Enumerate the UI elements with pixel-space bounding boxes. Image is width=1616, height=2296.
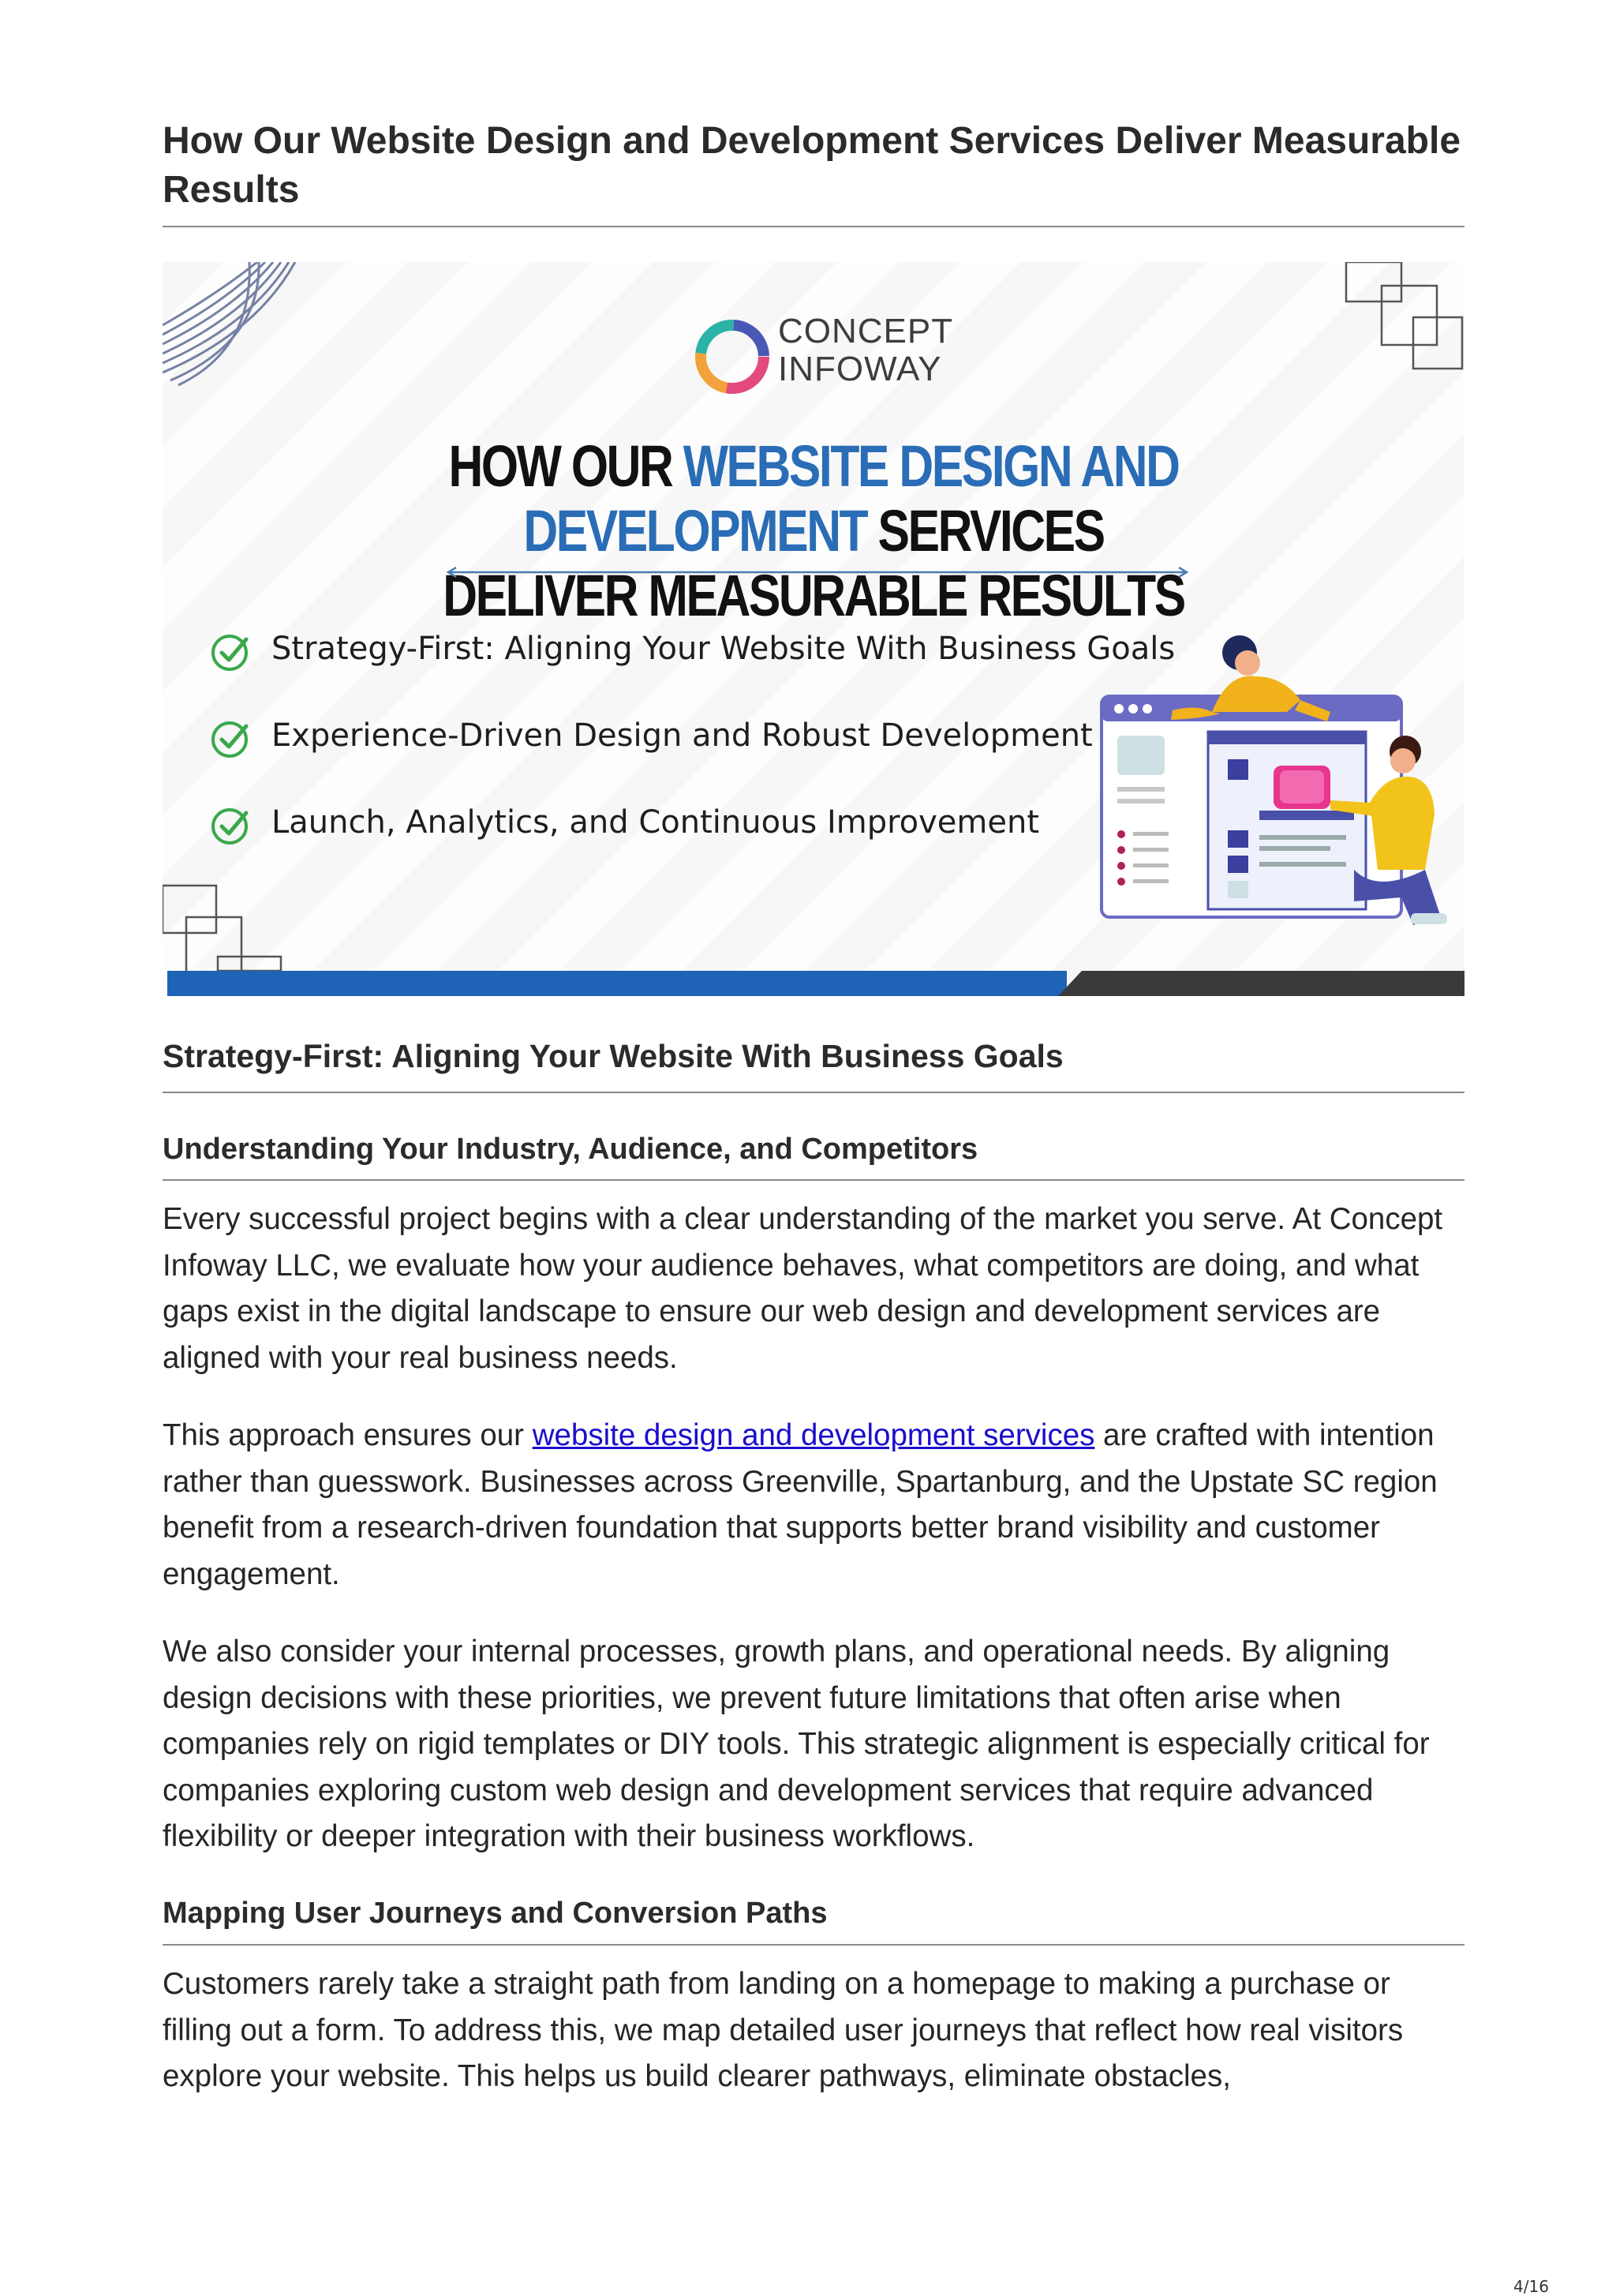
paragraph [163, 1413, 1464, 1597]
hero-banner [163, 262, 1464, 996]
banner-point [210, 800, 1175, 887]
page-number: 4/16 [1513, 2277, 1549, 2296]
banner-stripe-dark [1058, 971, 1464, 996]
double-arrow-icon [447, 567, 1188, 578]
banner-point-text: Launch, Analytics, and Continuous Improvement [271, 804, 1040, 841]
banner-points-list [210, 627, 1175, 887]
section-divider [163, 1092, 1464, 1093]
paragraph: Every successful project begins with a clear understanding of the market you serve. At Concept Infoway LLC, we evaluate how your audience behaves, what competitors are doing, and what gaps exist in the digital landscape to ensure our web design and development services are aligned with your real business needs. [163, 1202, 1443, 1375]
page-title: How Our Website Design and Development Services Deliver Measurable Results [163, 120, 1461, 211]
paragraph: Customers rarely take a straight path from landing on a homepage to making a purchase or filling out a form. To address this, we map detailed user journeys that reflect how real visitors explore your website. This helps us build clearer pathways, eliminate obstacles, [163, 1967, 1404, 2093]
banner-stripe-blue [167, 971, 1067, 996]
banner-point-text: Strategy-First: Aligning Your Website With Business Goals [271, 631, 1176, 667]
headline-post: SERVICES [866, 498, 1104, 564]
check-circle-icon [210, 803, 252, 846]
check-circle-icon [210, 717, 252, 759]
logo-line-2: INFOWAY [778, 350, 942, 388]
headline-highlight: WEBSITE DESIGN AND DEVELOPMENT [523, 433, 1179, 564]
logo-wordmark [778, 313, 953, 388]
subsection-divider [163, 1944, 1464, 1946]
title-divider [163, 226, 1464, 227]
paragraph-text: are crafted with intention rather than guesswork. Businesses across Greenville, Spartanburg, and the Upstate SC region benefit from a research-driven foundation that supports better brand visibility and customer engagement. [163, 1418, 1438, 1591]
logo-line-1: CONCEPT [778, 312, 954, 350]
banner-headline-line-2: DELIVER MEASURABLE RESULTS [443, 563, 1184, 628]
paragraph-text: This approach ensures our [163, 1418, 533, 1452]
web-design-illustration [1094, 633, 1464, 980]
subsection-heading: Understanding Your Industry, Audience, and Competitors [163, 1133, 978, 1166]
banner-point-text: Experience-Driven Design and Robust Development [271, 717, 1093, 754]
banner-headline [280, 434, 1348, 628]
banner-headline-line-1 [280, 434, 1348, 564]
services-link[interactable]: website design and development services [532, 1418, 1095, 1452]
banner-point [210, 714, 1175, 800]
check-circle-icon [210, 630, 252, 672]
headline-pre: HOW OUR [448, 433, 683, 499]
paragraph: We also consider your internal processes, growth plans, and operational needs. By aligning design decisions with these priorities, we prevent future limitations that often arise when companies rely on rigid templates or DIY tools. This strategic alignment is especially critical for companies exploring custom web design and development services that require advanced flexibility or deeper integration with their business workflows. [163, 1635, 1430, 1853]
banner-point [210, 627, 1175, 714]
subsection-heading: Mapping User Journeys and Conversion Paths [163, 1897, 828, 1930]
subsection-divider [163, 1179, 1464, 1181]
section-heading: Strategy-First: Aligning Your Website With Business Goals [163, 1038, 1064, 1074]
